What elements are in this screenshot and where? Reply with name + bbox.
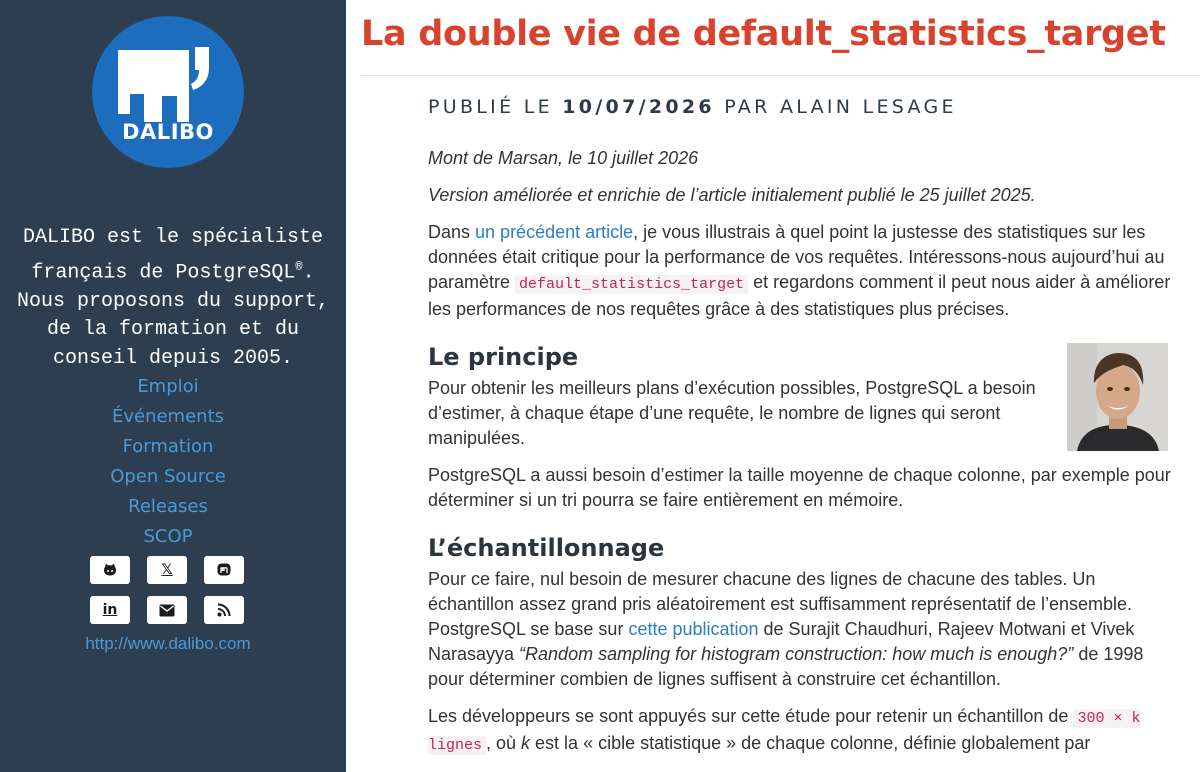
inline-code: 300 × k lignes: [428, 710, 1141, 754]
mastodon-icon: [216, 562, 232, 578]
principe-paragraph: PostgreSQL a aussi besoin d’estimer la taille moyenne de chaque colonne, par exemple pour déterminer si un tri pourra se faire entièrement en mémoire.: [428, 465, 1171, 510]
variable-k: k: [521, 733, 531, 753]
nav-link-emploi[interactable]: Emploi: [137, 376, 199, 397]
echantillon-paragraph: [428, 567, 1180, 692]
tagline-line: DALIBO est le spécialiste: [22, 226, 324, 249]
rss-icon: [217, 603, 231, 617]
byline-author: PAR ALAIN LESAGE: [724, 96, 957, 118]
registered-mark: ®: [295, 259, 303, 274]
nav-link-open-source[interactable]: Open Source: [110, 466, 226, 487]
tagline-line: [0, 253, 346, 288]
page-title: La double vie de default_statistics_target: [361, 14, 1166, 54]
nav-link-evenements[interactable]: Événements: [111, 406, 225, 427]
github-icon: [102, 562, 118, 578]
elephant-icon: [92, 16, 244, 168]
text: est la « cible statistique » de chaque colonne, définie globalement par: [530, 733, 1091, 753]
mastodon-button[interactable]: [204, 556, 244, 584]
title-divider: [361, 75, 1200, 76]
text: et regardons comment il peut nous aider à améliorer les performances de nos requêtes grâce à des statistiques plus précises.: [428, 272, 1171, 319]
principe-paragraph: Pour obtenir les meilleurs plans d’exécution possibles, PostgreSQL a besoin d’estimer, à chaque étape d’une requête, le nombre de lignes qui seront manipulées.: [428, 378, 1036, 448]
tagline: [0, 224, 346, 373]
rss-button[interactable]: [204, 596, 244, 624]
byline-date: 10/07/2026: [562, 96, 715, 118]
text: de 1998 pour déterminer combien de lignes suffisent à construire cet échantillon.: [428, 644, 1144, 689]
nav-link-scop[interactable]: SCOP: [143, 526, 193, 547]
tagline-line: Nous proposons du support,: [16, 289, 330, 313]
x-button[interactable]: [147, 556, 187, 584]
heading-principe: Le principe: [428, 343, 579, 371]
sidebar: [0, 0, 346, 772]
logo-text: DALIBO: [122, 120, 214, 144]
version-note: [428, 183, 1180, 208]
email-icon: [159, 604, 175, 617]
text: Pour ce faire, nul besoin de mesurer chacune des lignes de chacune des tables. Un échantillon assez grand pris aléatoirement est suffisamment représentatif de l’ensemble. PostgreSQL se base sur: [428, 569, 1133, 639]
heading-echantillonnage: L’échantillonnage: [428, 534, 665, 562]
text: de Surajit Chaudhuri, Rajeev Motwani et Vivek Narasayya: [428, 619, 1135, 664]
post-byline: [428, 96, 957, 118]
tagline-text: français de PostgreSQL: [31, 261, 296, 285]
nav-link-formation[interactable]: Formation: [122, 436, 214, 457]
byline-prefix: PUBLIÉ LE: [428, 96, 553, 118]
tagline-line: de la formation et du: [46, 318, 300, 342]
tagline-period: .: [302, 261, 315, 285]
inline-code: default_statistics_target: [515, 275, 748, 294]
previous-article-link[interactable]: un précédent article: [475, 222, 634, 242]
nav-link-releases[interactable]: Releases: [128, 496, 208, 517]
article-body: [428, 146, 1180, 770]
text: , où: [486, 733, 522, 753]
linkedin-button[interactable]: [90, 596, 130, 624]
tagline-line: conseil depuis 2005.: [52, 346, 294, 370]
paper-title: “Random sampling for histogram construction: how much is enough?”: [519, 644, 1074, 664]
version-note-text: Version améliorée et enrichie de l’article initialement publié le 25 juillet 2025.: [428, 185, 1036, 205]
github-button[interactable]: [90, 556, 130, 584]
text: , je vous illustrais à quel point la justesse des statistiques sur les données était critique pour la performance de vos requêtes. Intéressons-nous aujourd’hui au paramètre: [428, 222, 1165, 292]
text: Dans: [428, 222, 476, 242]
site-url-link[interactable]: http://www.dalibo.com: [85, 634, 251, 653]
publication-link[interactable]: cette publication: [628, 619, 759, 639]
text: Les développeurs se sont appuyés sur cette étude pour retenir un échantillon de: [428, 706, 1074, 726]
place-date-text: Mont de Marsan, le 10 juillet 2026: [428, 148, 699, 168]
intro-paragraph: [428, 220, 1180, 322]
x-icon: 𝕏: [161, 562, 173, 578]
dev-paragraph: [428, 704, 1180, 758]
place-date: [428, 146, 1180, 171]
email-button[interactable]: [147, 596, 187, 624]
dalibo-logo[interactable]: [92, 16, 244, 168]
linkedin-icon: in: [102, 602, 118, 618]
sidebar-nav: [0, 372, 336, 552]
